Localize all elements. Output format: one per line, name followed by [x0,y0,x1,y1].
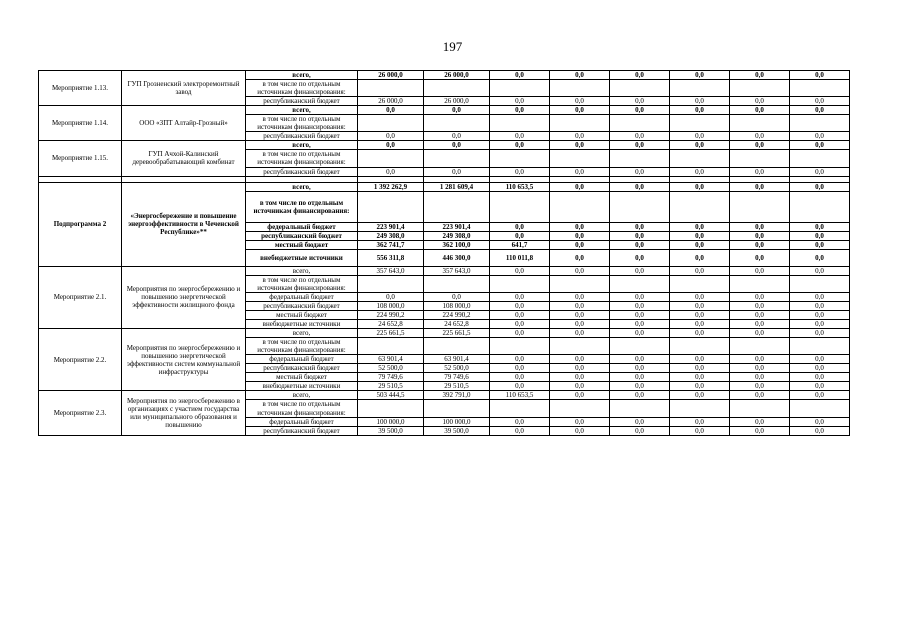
budget-table [38,70,850,436]
event-executor: Мероприятия по энергосбережению и повышению энергетической эффективности жилищного фонда [122,266,246,328]
cell-value: 110 653,5 [490,182,550,191]
cell-value: 0,0 [550,329,610,338]
source-total: всего, [246,141,358,150]
cell-value: 1 281 609,4 [424,182,490,191]
cell-value: 0,0 [550,249,610,266]
cell-value: 24 652,8 [358,320,424,329]
cell-value: 446 300,0 [424,249,490,266]
cell-value: 39 500,0 [358,426,424,435]
cell-value: 0,0 [424,167,490,176]
source-federal: федеральный бюджет [246,292,358,301]
cell-value: 0,0 [358,106,424,115]
cell-value: 52 500,0 [358,364,424,373]
cell-value: 0,0 [610,266,670,275]
cell-value: 0,0 [610,292,670,301]
source-including: в том числе по отдельным источникам финансирования: [246,338,358,355]
source-republican: республиканский бюджет [246,231,358,240]
cell-value: 0,0 [490,310,550,319]
event-name: Мероприятие 2.3. [39,391,122,435]
source-including: в том числе по отдельным источникам финансирования: [246,80,358,97]
cell-value: 0,0 [490,329,550,338]
cell-value: 0,0 [790,320,850,329]
cell-value: 0,0 [490,320,550,329]
cell-value: 0,0 [490,266,550,275]
cell-value: 0,0 [730,266,790,275]
cell-value: 110 011,8 [490,249,550,266]
cell-value: 110 653,5 [490,391,550,400]
cell-value: 0,0 [550,266,610,275]
cell-value: 0,0 [790,141,850,150]
cell-value: 0,0 [490,382,550,391]
cell-value: 0,0 [670,71,730,80]
cell-value: 225 661,5 [358,329,424,338]
cell-value: 63 901,4 [424,355,490,364]
cell-value: 0,0 [730,329,790,338]
subprogram-name: Подпрограмма 2 [39,182,122,266]
table-row [39,71,850,80]
cell-value: 0,0 [670,426,730,435]
table-row [39,266,850,275]
source-republican: республиканский бюджет [246,364,358,373]
cell-value: 0,0 [730,97,790,106]
cell-value: 225 661,5 [424,329,490,338]
table-row [39,141,850,150]
cell-value: 223 901,4 [424,222,490,231]
cell-value: 0,0 [610,373,670,382]
cell-value: 100 000,0 [358,417,424,426]
source-local: местный бюджет [246,310,358,319]
source-including: в том числе по отдельным источникам финансирования: [246,191,358,222]
cell-value: 0,0 [550,426,610,435]
cell-value: 0,0 [358,167,424,176]
source-total: всего, [246,71,358,80]
cell-value: 0,0 [670,266,730,275]
cell-value: 0,0 [610,426,670,435]
cell-value: 0,0 [730,426,790,435]
cell-value: 0,0 [670,292,730,301]
event-name: Мероприятие 1.15. [39,141,122,176]
cell-value: 0,0 [550,364,610,373]
cell-value: 0,0 [790,355,850,364]
cell-value: 0,0 [790,417,850,426]
cell-value: 0,0 [670,329,730,338]
cell-value: 0,0 [550,240,610,249]
cell-value: 0,0 [550,417,610,426]
event-name: Мероприятие 2.1. [39,266,122,328]
cell-value: 0,0 [670,417,730,426]
cell-value: 0,0 [550,355,610,364]
cell-value: 0,0 [550,231,610,240]
cell-value: 0,0 [610,301,670,310]
cell-value: 0,0 [490,364,550,373]
cell-value: 641,7 [490,240,550,249]
cell-value: 0,0 [730,364,790,373]
cell-value: 0,0 [670,240,730,249]
cell-value: 0,0 [610,417,670,426]
cell-value: 0,0 [610,132,670,141]
cell-value: 29 510,5 [358,382,424,391]
event-name: Мероприятие 1.14. [39,106,122,141]
cell-value: 0,0 [730,222,790,231]
event-name: Мероприятие 2.2. [39,329,122,391]
cell-value: 0,0 [790,132,850,141]
source-including: в том числе по отдельным источникам финансирования: [246,400,358,417]
cell-value: 100 000,0 [424,417,490,426]
cell-value: 357 643,0 [358,266,424,275]
source-total: всего, [246,329,358,338]
source-republican: республиканский бюджет [246,97,358,106]
cell-value: 63 901,4 [358,355,424,364]
source-including: в том числе по отдельным источникам финансирования: [246,115,358,132]
cell-value: 0,0 [670,382,730,391]
cell-value: 0,0 [610,141,670,150]
cell-value: 0,0 [670,231,730,240]
cell-value: 249 308,0 [424,231,490,240]
cell-value: 357 643,0 [424,266,490,275]
cell-value: 0,0 [790,240,850,249]
cell-value: 224 990,2 [424,310,490,319]
cell-value: 0,0 [424,141,490,150]
cell-value: 0,0 [730,391,790,400]
source-federal: федеральный бюджет [246,222,358,231]
event-executor: ООО «ЗПТ Алтайр-Грозный» [122,106,246,141]
source-local: местный бюджет [246,240,358,249]
cell-value: 0,0 [610,355,670,364]
cell-value: 0,0 [550,382,610,391]
cell-value: 0,0 [790,426,850,435]
cell-value: 224 990,2 [358,310,424,319]
cell-value: 0,0 [490,141,550,150]
cell-value: 0,0 [610,231,670,240]
event-executor: ГУП Грозненский электроремонтный завод [122,71,246,106]
cell-value: 0,0 [610,240,670,249]
table-row [39,106,850,115]
table-row [39,391,850,400]
source-republican: республиканский бюджет [246,132,358,141]
source-total: всего, [246,391,358,400]
cell-value: 0,0 [358,292,424,301]
cell-value: 0,0 [730,355,790,364]
cell-value: 0,0 [730,417,790,426]
cell-value: 0,0 [490,426,550,435]
cell-value: 0,0 [610,249,670,266]
source-including: в том числе по отдельным источникам финансирования: [246,275,358,292]
cell-value: 0,0 [730,382,790,391]
cell-value: 0,0 [790,97,850,106]
cell-value: 0,0 [550,301,610,310]
cell-value: 0,0 [670,182,730,191]
event-executor: Мероприятия по энергосбережению и повышению энергетической эффективности систем коммунальной инфраструктуры [122,329,246,391]
cell-value: 0,0 [550,182,610,191]
cell-value: 0,0 [490,106,550,115]
cell-value: 52 500,0 [424,364,490,373]
cell-value: 0,0 [610,182,670,191]
cell-value: 0,0 [670,373,730,382]
cell-value: 0,0 [730,182,790,191]
cell-value: 0,0 [424,292,490,301]
cell-value: 0,0 [670,249,730,266]
cell-value: 0,0 [670,167,730,176]
cell-value: 0,0 [550,310,610,319]
subprogram-title: «Энергосбережение и повышение энергоэффективности в Чеченской Республике»** [122,182,246,266]
cell-value: 39 500,0 [424,426,490,435]
cell-value: 0,0 [490,231,550,240]
cell-value: 0,0 [550,97,610,106]
cell-value: 0,0 [730,301,790,310]
cell-value: 0,0 [670,301,730,310]
table-row [39,329,850,338]
cell-value: 0,0 [490,167,550,176]
cell-value: 0,0 [730,310,790,319]
cell-value: 79 749,6 [358,373,424,382]
cell-value: 0,0 [730,249,790,266]
cell-value: 503 444,5 [358,391,424,400]
cell-value: 392 791,0 [424,391,490,400]
cell-value: 0,0 [790,301,850,310]
cell-value: 0,0 [490,355,550,364]
cell-value: 24 652,8 [424,320,490,329]
cell-value: 0,0 [610,364,670,373]
cell-value: 79 749,6 [424,373,490,382]
cell-value: 0,0 [490,222,550,231]
cell-value: 556 311,8 [358,249,424,266]
cell-value: 0,0 [358,141,424,150]
cell-value: 0,0 [730,132,790,141]
cell-value: 0,0 [550,141,610,150]
cell-value: 0,0 [550,373,610,382]
cell-value: 0,0 [790,382,850,391]
cell-value: 26 000,0 [358,97,424,106]
cell-value: 0,0 [610,382,670,391]
cell-value: 0,0 [730,292,790,301]
event-executor: Мероприятия по энергосбережению в организациях с участием государства или муниципального образования и повышению [122,391,246,435]
cell-value: 0,0 [424,106,490,115]
cell-value: 0,0 [670,310,730,319]
cell-value: 0,0 [490,292,550,301]
cell-value: 362 100,0 [424,240,490,249]
source-extrabudgetary: внебюджетные источники [246,249,358,266]
cell-value: 0,0 [790,106,850,115]
source-including: в том числе по отдельным источникам финансирования: [246,150,358,167]
source-extrabudgetary: внебюджетные источники [246,382,358,391]
cell-value: 0,0 [610,329,670,338]
cell-value: 0,0 [730,320,790,329]
source-extrabudgetary: внебюджетные источники [246,320,358,329]
event-name: Мероприятие 1.13. [39,71,122,106]
cell-value: 0,0 [610,391,670,400]
cell-value: 0,0 [790,71,850,80]
cell-value: 0,0 [790,182,850,191]
cell-value: 0,0 [730,167,790,176]
cell-value: 0,0 [730,231,790,240]
cell-value: 0,0 [610,106,670,115]
cell-value: 0,0 [490,373,550,382]
cell-value: 0,0 [790,167,850,176]
cell-value: 0,0 [610,167,670,176]
source-total: всего, [246,266,358,275]
cell-value: 0,0 [490,71,550,80]
cell-value: 0,0 [790,364,850,373]
cell-value: 0,0 [730,240,790,249]
cell-value: 0,0 [550,71,610,80]
page-number: 197 [442,39,463,54]
cell-value: 0,0 [790,310,850,319]
cell-value: 0,0 [790,329,850,338]
source-total: всего, [246,106,358,115]
source-republican: республиканский бюджет [246,167,358,176]
source-federal: федеральный бюджет [246,417,358,426]
cell-value: 0,0 [670,320,730,329]
cell-value: 249 308,0 [358,231,424,240]
cell-value: 0,0 [670,391,730,400]
cell-value: 0,0 [790,391,850,400]
cell-value: 0,0 [550,222,610,231]
cell-value: 0,0 [670,141,730,150]
cell-value: 0,0 [790,292,850,301]
cell-value: 0,0 [490,417,550,426]
cell-value: 0,0 [550,167,610,176]
cell-value: 0,0 [790,266,850,275]
cell-value: 0,0 [358,132,424,141]
cell-value: 0,0 [550,320,610,329]
table-row [39,182,850,191]
cell-value: 1 392 262,9 [358,182,424,191]
cell-value: 108 000,0 [424,301,490,310]
cell-value: 108 000,0 [358,301,424,310]
cell-value: 0,0 [670,364,730,373]
source-total: всего, [246,182,358,191]
cell-value: 0,0 [790,222,850,231]
cell-value: 26 000,0 [424,97,490,106]
cell-value: 0,0 [550,106,610,115]
cell-value: 0,0 [670,222,730,231]
cell-value: 0,0 [670,97,730,106]
source-republican: республиканский бюджет [246,426,358,435]
cell-value: 26 000,0 [358,71,424,80]
cell-value: 223 901,4 [358,222,424,231]
cell-value: 0,0 [424,132,490,141]
cell-value: 0,0 [670,106,730,115]
event-executor: ГУП Ачхой-Калинский деревообрабатывающий комбинат [122,141,246,176]
cell-value: 0,0 [490,132,550,141]
cell-value: 0,0 [790,373,850,382]
cell-value: 29 510,5 [424,382,490,391]
cell-value: 0,0 [550,391,610,400]
source-republican: республиканский бюджет [246,301,358,310]
cell-value: 0,0 [610,310,670,319]
cell-value: 362 741,7 [358,240,424,249]
cell-value: 0,0 [670,355,730,364]
cell-value: 0,0 [790,231,850,240]
cell-value: 0,0 [610,320,670,329]
source-local: местный бюджет [246,373,358,382]
cell-value: 0,0 [550,132,610,141]
cell-value: 0,0 [610,71,670,80]
cell-value: 26 000,0 [424,71,490,80]
cell-value: 0,0 [730,373,790,382]
cell-value: 0,0 [670,132,730,141]
cell-value: 0,0 [490,97,550,106]
cell-value: 0,0 [730,141,790,150]
source-federal: федеральный бюджет [246,355,358,364]
cell-value: 0,0 [610,97,670,106]
cell-value: 0,0 [730,106,790,115]
cell-value: 0,0 [490,301,550,310]
cell-value: 0,0 [790,249,850,266]
cell-value: 0,0 [550,292,610,301]
cell-value: 0,0 [610,222,670,231]
cell-value: 0,0 [730,71,790,80]
